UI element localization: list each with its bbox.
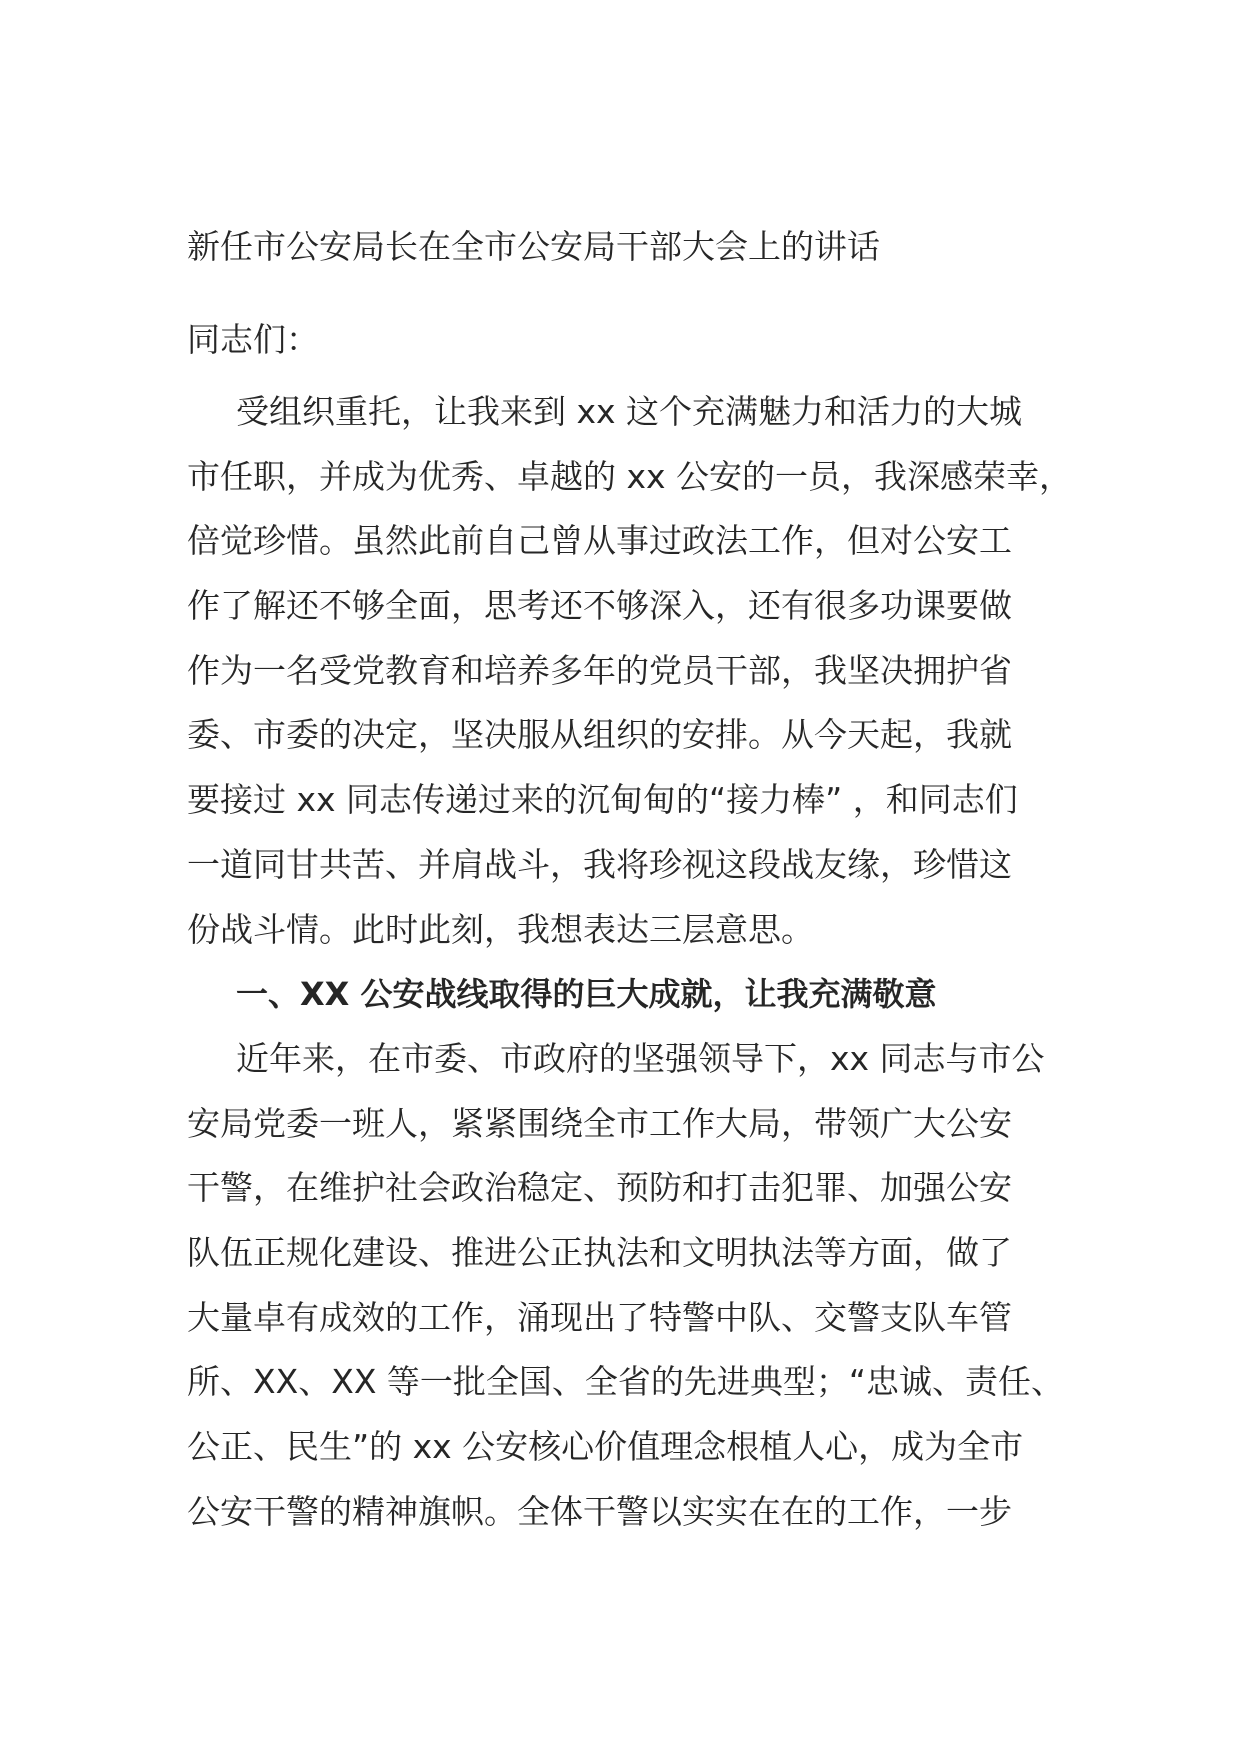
paragraph-line: 份战斗情。此时此刻，我想表达三层意思。 [187,909,814,949]
paragraph-line: 大量卓有成效的工作，涌现出了特警中队、交警支队车管 [187,1297,1012,1337]
paragraph-line: 一道同甘共苦、并肩战斗，我将珍视这段战友缘，珍惜这 [187,844,1012,884]
paragraph-line: 安局党委一班人，紧紧围绕全市工作大局，带领广大公安 [187,1103,1012,1143]
paragraph-line: 要接过 xx 同志传递过来的沉甸甸的“接力棒” ，和同志们 [187,780,1018,820]
paragraph-line: 倍觉珍惜。虽然此前自己曾从事过政法工作，但对公安工 [187,521,1012,561]
paragraph-line: 干警，在维护社会政治稳定、预防和打击犯罪、加强公安 [187,1168,1012,1208]
section-heading: 一、XX 公安战线取得的巨大成就，让我充满敬意 [236,975,937,1014]
document-title: 新任市公安局长在全市公安局干部大会上的讲话 [187,227,880,266]
paragraph-line: 公安干警的精神旗帜。全体干警以实实在在的工作，一步 [187,1491,1012,1531]
salutation: 同志们： [187,320,319,359]
paragraph-line: 作了解还不够全面，思考还不够深入，还有很多功课要做 [187,586,1012,626]
body-text [187,380,1087,1544]
paragraph-line: 所、XX、XX 等一批全国、全省的先进典型；“忠诚、责任、 [187,1362,1065,1402]
paragraph-line: 公正、民生”的 xx 公安核心价值理念根植人心，成为全市 [187,1427,1024,1466]
paragraph-line: 受组织重托，让我来到 xx 这个充满魅力和活力的大城 [236,392,1023,431]
paragraph-line: 近年来，在市委、市政府的坚强领导下，xx 同志与市公 [236,1038,1045,1078]
paragraph-line: 委、市委的决定，坚决服从组织的安排。从今天起，我就 [187,715,1012,755]
paragraph-line: 队伍正规化建设、推进公正执法和文明执法等方面，做了 [187,1232,1012,1272]
paragraph-line: 作为一名受党教育和培养多年的党员干部，我坚决拥护省 [187,650,1012,690]
paragraph-line: 市任职，并成为优秀、卓越的 xx 公安的一员，我深感荣幸， [187,456,1073,496]
